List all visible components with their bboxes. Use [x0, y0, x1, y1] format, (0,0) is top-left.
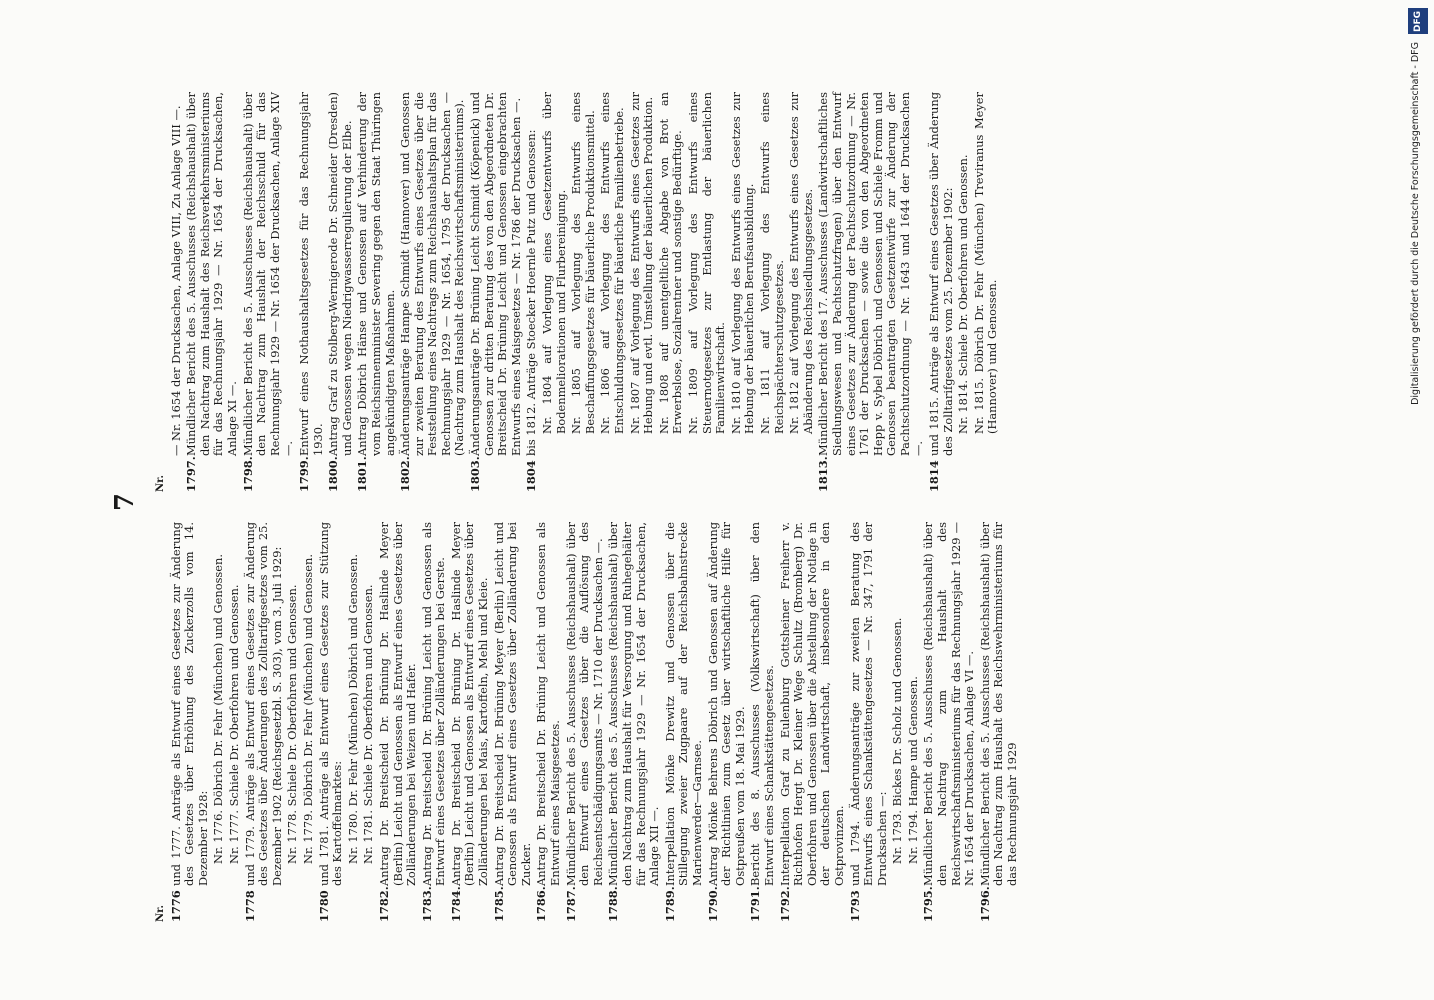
entry-text: und 1777. Anträge als Entwurf eines Gesetzes zur Änderung des Gesetzes über Erhöhung des Zuckerzolls vom 14. Dezember 1928: — [168, 522, 210, 886]
document-entry — [565, 522, 606, 922]
entry-text: Mündlicher Bericht des 5. Ausschusses (Reichshaushalt) über den Nachtrag zum Haushalt des Reichswirtschaftsministeriums für das Rechnungsjahr 1929 — Nr. 1654 der Drucksachen, Anlage VI —. — [921, 522, 977, 886]
entry-number — [170, 456, 184, 492]
document-entry — [347, 522, 361, 922]
entry-text: Nr. 1776. Döbrich Dr. Fehr (München) und Genossen. — [211, 554, 226, 864]
entry-number — [347, 886, 361, 922]
entry-text: Nr. 1781. Schiele Dr. Oberfohren und Genossen. — [361, 584, 376, 864]
entry-number — [730, 456, 757, 492]
document-entry — [302, 522, 316, 922]
digitization-credit: Digitalisierung gefördert durch die Deutsche Forschungsgemeinschaft - DFG — [1410, 42, 1421, 405]
entry-number: 1813. — [816, 456, 831, 492]
entry-text: und 1794. Änderungsanträge zur zweiten Beratung des Entwurfs eines Schankstättengesetzes — Nr. 347, 1791 der Drucksachen —: — [847, 522, 889, 886]
entry-number — [570, 456, 597, 492]
document-entry — [928, 92, 955, 492]
entry-text: Nr. 1777. Schiele Dr. Oberfohren und Genossen. — [226, 584, 241, 864]
entry-number — [788, 456, 815, 492]
entry-text: Mündlicher Bericht des 5. Ausschusses (Reichshaushalt) über den Entwurf eines Gesetzes über die Auflösung des Reichsentschädigungsamts — Nr. 1710 der Drucksachen —. — [563, 522, 605, 886]
entry-text: Änderungsanträge Dr. Brüning Leicht Schmidt (Köpenick) und Genossen zur dritten Beratung des von den Abgeordneten Dr. Breitscheid Dr. Brüning Leicht und Genossen eingebrachten Entwurfs eines Maisgesetzes — Nr. 1786 der Drucksachen —. — [468, 92, 523, 456]
entry-text: Nr. 1809 auf Vorlegung des Entwurfs eines Steuernotgesetzes zur Entlastung der bäuerlichen Familienwirtschaft. — [685, 92, 728, 434]
entry-number: 1795. — [921, 886, 936, 922]
document-entry — [493, 522, 534, 922]
entry-text: Nr. 1805 auf Vorlegung des Entwurfs eines Beschaffungsgesetzes für bäuerliche Produktionsmittel. — [569, 92, 597, 434]
entry-number: 1796. — [977, 886, 992, 922]
right-column — [154, 92, 1002, 492]
entry-number — [759, 456, 786, 492]
document-entry — [759, 92, 786, 492]
entry-number: 1791. — [748, 886, 763, 922]
document-entry — [170, 92, 184, 492]
entry-text: Antrag Graf zu Stolberg-Wernigerode Dr. Schneider (Dresden) und Genossen wegen Niedrigwasserregulierung der Elbe. — [326, 92, 354, 456]
entry-text: Mündlicher Bericht des 5. Ausschusses (Reichshaushalt) über den Nachtrag zum Haushalt für Versorgung und Ruhegehälter für das Rechnungsjahr 1929 — Nr. 1654 der Drucksachen, Anlage XII —. — [606, 522, 662, 886]
entry-text: bis 1812. Anträge Stoecker Hoernle Putz und Genossen: — [524, 129, 539, 456]
entry-text: Mündlicher Bericht des 5. Ausschusses (Reichshaushalt) über den Nachtrag zum Haushalt der Reichsschuld für das Rechnungsjahr 1929 — Nr. 1654 der Drucksachen, Anlage XIV —. — [240, 92, 296, 456]
document-entry — [525, 92, 539, 492]
entry-text: und 1781. Anträge als Entwurf eines Gesetzes zur Stützung des Kartoffelmarktes: — [316, 522, 345, 886]
document-entry — [664, 522, 705, 922]
entry-number: 1803. — [468, 456, 483, 492]
entry-number: 1784. — [448, 886, 463, 922]
document-entry — [244, 522, 285, 922]
entry-number: 1800. — [326, 456, 341, 492]
entry-text: Nr. 1793. Bickes Dr. Scholz und Genossen. — [890, 617, 905, 864]
document-entry — [362, 522, 376, 922]
entry-number — [658, 456, 685, 492]
entry-text: Nr. 1808 auf unentgeltliche Abgabe von Brot an Erwerbslose, Sozialrentner und sonstige Bedürftige. — [656, 92, 685, 434]
entry-text: Nr. 1810 auf Vorlegung des Entwurfs eines Gesetzes zur Hebung der bäuerlichen Berufsausbildung. — [728, 92, 757, 434]
entry-text: Nr. 1806 auf Vorlegung des Entwurfs eines Entschuldungsgesetzes für bäuerliche Familienbetriebe. — [598, 92, 626, 434]
entry-number — [907, 886, 921, 922]
column-heading: Nr. — [155, 475, 166, 492]
document-entry — [629, 92, 656, 492]
entry-text: Nr. 1804 auf Vorlegung eines Gesetzentwurfs über Bodenmeliorationen und Flurbereinigung. — [540, 92, 568, 434]
document-entry — [658, 92, 685, 492]
entry-number: 1780 — [316, 890, 331, 922]
entry-text: Nr. 1794. Hampe und Genossen. — [905, 676, 920, 864]
document-entry — [541, 92, 568, 492]
entry-text: Nr. 1811 auf Vorlegung des Entwurfs eines Reichspächterschutzgesetzes. — [757, 92, 786, 434]
entry-text: — Nr. 1654 der Drucksachen, Anlage VIII, Zu Anlage VIII —. — [168, 105, 183, 456]
document-entry — [469, 92, 523, 492]
entry-text: Antrag Dr. Breitscheid Dr. Brüning Dr. Haslinde Meyer (Berlin) Leicht und Genossen als Entwurf eines Gesetzes über Zolländerungen bei Weizen und Hafer. — [376, 522, 419, 886]
right-entries — [170, 92, 1000, 492]
entry-number — [362, 886, 376, 922]
left-entries — [170, 522, 1020, 922]
document-entry — [749, 522, 776, 922]
document-entry — [327, 92, 354, 492]
entry-number: 1802. — [398, 456, 413, 492]
entry-text: Nr. 1779. Döbrich Dr. Fehr (München) und Genossen. — [300, 554, 315, 864]
document-entry — [849, 522, 890, 922]
document-entry — [450, 522, 491, 922]
entry-text: Antrag Mönke Behrens Döbrich und Genossen auf Änderung der Richtlinien zum Gesetz über wirtschaftliche Hilfe für Ostpreußen vom 18. Mai 1929. — [705, 522, 747, 886]
entry-number: 1782. — [376, 886, 391, 922]
entry-text: Nr. 1812 auf Vorlegung des Entwurfs eines Gesetzes zur Abänderung des Reichssiedlungsgesetzes. — [787, 92, 815, 434]
entry-number — [957, 456, 971, 492]
entry-number: 1801. — [355, 456, 370, 492]
document-entry — [242, 92, 296, 492]
entry-text: und 1779. Anträge als Entwurf eines Gesetzes zur Änderung des Gesetzes über Änderungen des Zolltarifgesetzes vom 25. Dezember 1902 (Reichsgesetzbl. S. 303), vom 3. Juli 1929: — [242, 522, 284, 886]
entry-number: 1776 — [168, 890, 183, 922]
document-entry — [730, 92, 757, 492]
document-entry — [170, 522, 211, 922]
entry-text: und 1815. Anträge als Entwurf eines Gesetzes über Änderung des Zolltarifgesetzes vom 25. Dezember 1902: — [927, 92, 955, 456]
rotated-page — [110, 82, 1410, 922]
document-entry — [212, 522, 226, 922]
document-entry — [957, 92, 971, 492]
entry-text: Bericht des 8. Ausschusses (Volkswirtschaft) über den Entwurf eines Schankstättengesetzes. — [748, 522, 776, 886]
entry-number — [286, 886, 300, 922]
entry-text: Interpellation Graf zu Eulenburg Gottsheiner Freiherr v. Richthofen Hergt Dr. Kleiner Wege Schultz (Bromberg) Dr. Oberfohren und Genossen über die Abstellung der Notlage in der deutschen Landwirtschaft, insbesondere in den Ostprovinzen. — [777, 522, 846, 886]
document-entry — [817, 92, 926, 492]
document-entry — [298, 92, 325, 492]
entry-number — [891, 886, 905, 922]
entry-number: 1786. — [534, 886, 549, 922]
entry-text: Nr. 1780. Dr. Fehr (München) Döbrich und Genossen. — [345, 554, 360, 864]
document-entry — [607, 522, 661, 922]
document-entry — [378, 522, 419, 922]
entry-text: Nr. 1807 auf Vorlegung des Entwurfs eines Gesetzes zur Hebung und evtl. Umstellung der bäuerlichen Produktion. — [627, 92, 656, 434]
entry-number — [629, 456, 656, 492]
entry-number: 1814 — [927, 460, 942, 492]
document-entry — [535, 522, 562, 922]
dfg-sidebar — [1404, 8, 1432, 998]
document-entry — [922, 522, 976, 922]
entry-number: 1793 — [847, 890, 862, 922]
entry-text: Änderungsanträge Hampe Schmidt (Hannover) und Genossen zur zweiten Beratung des Entwurfs eines Gesetzes über die Feststellung eines Nachtrags zum Reichshaushaltsplan für das Rechnungsjahr 1929 — Nr. 1654, 1795 der Drucksachen — (Nachtrag zum Haushalt des Reichswirtschaftsministeriums). — [398, 92, 467, 456]
document-entry — [399, 92, 467, 492]
entry-number: 1797. — [184, 456, 199, 492]
entry-text: Entwurf eines Nothaushaltsgesetzes für das Rechnungsjahr 1930. — [296, 92, 325, 456]
entry-text: Nr. 1778. Schiele Dr. Oberfohren und Genossen. — [285, 584, 300, 864]
page-number: 7 — [110, 492, 140, 512]
entry-text: Nr. 1814. Schiele Dr. Oberfohren und Genossen. — [956, 154, 971, 434]
entry-number: 1804 — [524, 460, 539, 492]
entry-number — [687, 456, 728, 492]
document-entry — [185, 92, 239, 492]
entry-number — [302, 886, 316, 922]
entry-number: 1787. — [563, 886, 578, 922]
entry-number: 1778 — [242, 890, 257, 922]
entry-number: 1799. — [296, 456, 311, 492]
entry-number — [973, 456, 1000, 492]
entry-text: Interpellation Mönke Drewitz und Genossen über die Stillegung zweier Zugpaare auf der Reichsbahnstrecke Marienwerder—Garnsee. — [662, 522, 704, 886]
document-entry — [421, 522, 448, 922]
document-entry — [891, 522, 905, 922]
entry-text: Nr. 1815. Döbrich Dr. Fehr (München) Treviranus Meyer (Hannover) und Genossen. — [971, 92, 1000, 434]
document-entry — [788, 92, 815, 492]
document-entry — [356, 92, 397, 492]
entry-text: Mündlicher Bericht des 5. Ausschusses (Reichshaushalt) über den Nachtrag zum Haushalt des Reichswehrministeriums für das Rechnungsjahr 1929 — [977, 522, 1020, 886]
entry-number: 1785. — [491, 886, 506, 922]
entry-number: 1790. — [705, 886, 720, 922]
document-entry — [570, 92, 597, 492]
entry-number: 1798. — [240, 456, 255, 492]
entry-number — [228, 886, 242, 922]
document-entry — [973, 92, 1000, 492]
entry-text: Antrag Dr. Breitscheid Dr. Brüning Meyer (Berlin) Leicht und Genossen als Entwurf eines Gesetzes über Zolländerung bei Zucker. — [491, 522, 533, 886]
entry-number — [599, 456, 626, 492]
entry-number: 1789. — [662, 886, 677, 922]
entry-number: 1788. — [606, 886, 621, 922]
document-entry — [979, 522, 1020, 922]
entry-number: 1792. — [777, 886, 792, 922]
document-entry — [687, 92, 728, 492]
document-entry — [228, 522, 242, 922]
entry-text: Antrag Dr. Breitscheid Dr. Brüning Dr. Haslinde Meyer (Berlin) Leicht und Genossen als Entwurf eines Gesetzes über Zolländerungen bei Mais, Kartoffeln, Mehl und Kleie. — [448, 522, 491, 886]
entry-text: Mündlicher Bericht des 17. Ausschusses (Landwirtschaftliches Siedlungswesen und Pachtschutzfragen) über den Entwurf eines Gesetzes zur Änderung der Pachtschutzordnung — Nr. 1761 der Drucksachen — sowie die von den Abgeordneten Hepp v. Sybel Döbrich und Genossen und Schiele Fromm und Genossen beantragten Gesetzentwürfe zur Änderung der Pachtschutzordnung — Nr. 1643 und 1644 der Drucksachen —. — [816, 92, 926, 456]
document-entry — [779, 522, 847, 922]
entry-number: 1783. — [419, 886, 434, 922]
document-entry — [599, 92, 626, 492]
column-heading: Nr. — [155, 905, 166, 922]
entry-number — [212, 886, 226, 922]
document-entry — [707, 522, 748, 922]
entry-text: Antrag Dr. Breitscheid Dr. Brüning Leicht und Genossen als Entwurf eines Maisgesetzes. — [534, 522, 563, 886]
dfg-logo: DFG — [1408, 8, 1428, 34]
entry-text: Mündlicher Bericht des 5. Ausschusses (Reichshaushalt) über den Nachtrag zum Haushalt des Reichsverkehrsministeriums für das Rechnungsjahr 1929 — Nr. 1654 der Drucksachen, Anlage XI —. — [184, 92, 239, 456]
document-entry — [907, 522, 921, 922]
entry-text: Antrag Döbrich Hänse und Genossen auf Verhinderung der vom Reichsinnenminister Severing gegen den Staat Thüringen angekündigten Maßnahmen. — [355, 92, 397, 456]
left-column — [154, 522, 1022, 922]
entry-text: Antrag Dr. Breitscheid Dr. Brüning Leicht und Genossen als Entwurf eines Gesetzes über Zolländerungen bei Gerste. — [419, 522, 448, 886]
document-entry — [318, 522, 345, 922]
entry-number — [541, 456, 568, 492]
document-entry — [286, 522, 300, 922]
